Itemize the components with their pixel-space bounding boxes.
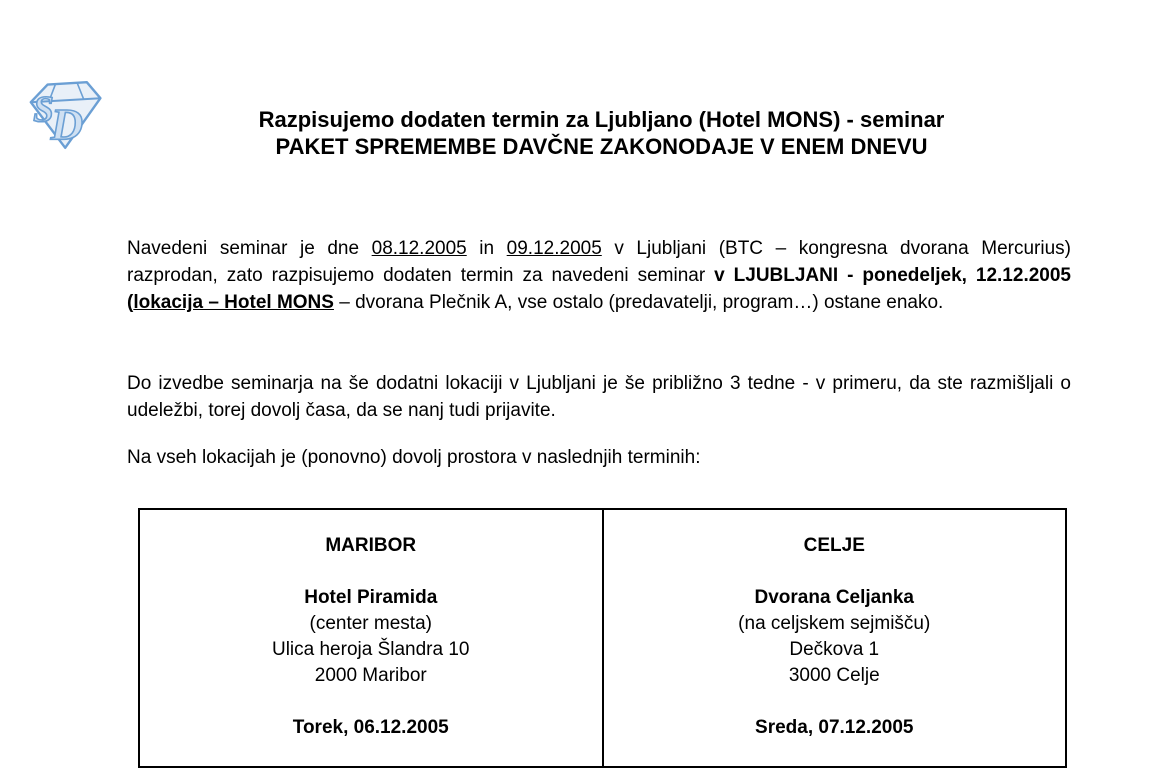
intro-location-highlight: lokacija – Hotel MONS [133,292,334,313]
document-title [0,106,1157,160]
schedule-cell-maribor [140,510,604,766]
event-date: Sreda, 07.12.2005 [755,717,914,738]
schedule-cell-celje [604,510,1066,766]
event-date: Torek, 06.12.2005 [292,717,449,738]
logo-letter-s: S [33,88,54,130]
postal-city: 2000 Maribor [314,665,427,686]
intro-seg-regular: in [466,238,507,259]
venue-name: Dvorana Celjanka [754,587,914,608]
spacer [604,559,1066,585]
intro-seg-regular: – dvorana Plečnik A, vse ostalo (predavatelji, program…) ostane enako. [333,292,944,313]
postal-city: 3000 Celje [788,665,880,686]
title-line-1: Razpisujemo dodaten termin za Ljubljano (Hotel MONS) - seminar [258,107,945,132]
venue-name: Hotel Piramida [304,587,438,608]
venue-note: (na celjskem sejmišču) [738,613,931,634]
city-name: MARIBOR [325,535,417,556]
title-line-2: PAKET SPREMEMBE DAVČNE ZAKONODAJE V ENEM DNEVU [275,134,928,159]
intro-seg-regular: Navedeni seminar je dne [127,238,372,259]
deadline-paragraph: Do izvedbe seminarja na še dodatni lokaciji v Ljubljani je še približno 3 tedne - v primeru, da ste razmišljali o udeležbi, torej dovolj časa, da se nanj tudi prijavite. [127,373,1071,421]
intro-date-1: 08.12.2005 [371,238,467,259]
city-name: CELJE [803,535,865,556]
spacer [140,559,602,585]
street-address: Ulica heroja Šlandra 10 [271,639,470,660]
spacer [604,689,1066,715]
intro-date-2: 09.12.2005 [506,238,602,259]
intro-seg-regular: v Ljubljani (BTC – kongresna dvorana Mercurius) razprodan, zato razpisujemo dodaten termin za navedeni seminar [127,238,1071,286]
street-address: Dečkova 1 [789,639,880,660]
spacer [140,689,602,715]
schedule-table [138,508,1067,768]
intro-seg-bold: v LJUBLJANI - ponedeljek, 12.12.2005 ( [127,265,1071,313]
logo-letter-d: D [50,99,84,149]
availability-paragraph: Na vseh lokacijah je (ponovno) dovolj prostora v naslednjih terminih: [127,447,701,468]
intro-paragraph [127,235,1071,316]
venue-note: (center mesta) [309,613,432,634]
